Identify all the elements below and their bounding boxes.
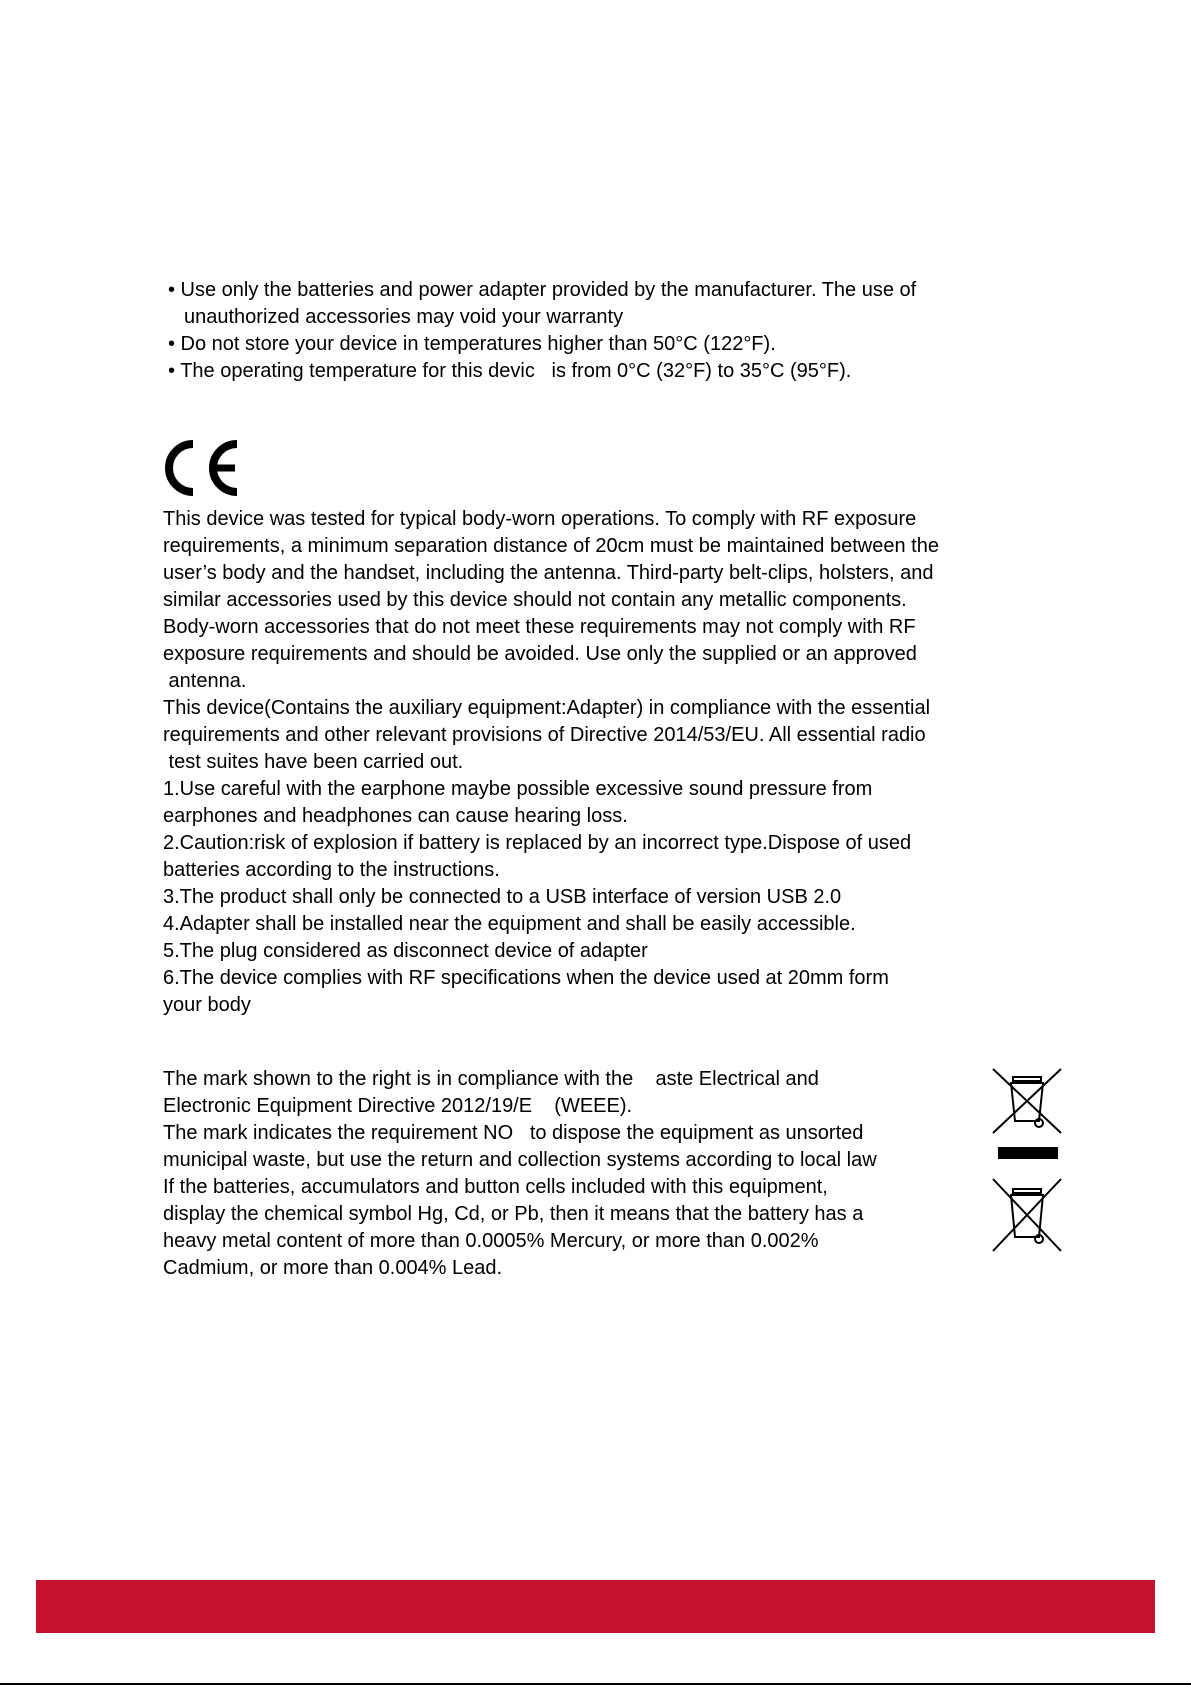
paragraph-line: Cadmium, or more than 0.004% Lead. xyxy=(163,1257,503,1279)
paragraph-line: 6.The device complies with RF specifications when the device used at 20mm form xyxy=(163,967,889,989)
bullet-line: • The operating temperature for this devic is from 0°C (32°F) to 35°C (95°F). xyxy=(168,360,852,382)
battery-crossed-bin-icon xyxy=(989,1177,1065,1253)
bullet-line: • Do not store your device in temperatures higher than 50°C (122°F). xyxy=(168,333,776,355)
paragraph-line: 1.Use careful with the earphone maybe possible excessive sound pressure from xyxy=(163,778,873,800)
paragraph-line: your body xyxy=(163,994,251,1016)
weee-crossed-bin-icon xyxy=(989,1064,1065,1140)
paragraph-line: Electronic Equipment Directive 2012/19/E (WEEE). xyxy=(163,1095,633,1117)
weee-paragraph xyxy=(163,1066,877,1282)
paragraph-line: display the chemical symbol Hg, Cd, or Pb, then it means that the battery has a xyxy=(163,1203,864,1225)
paragraph-line: municipal waste, but use the return and collection systems according to local law xyxy=(163,1149,877,1171)
paragraph-line: requirements, a minimum separation distance of 20cm must be maintained between the xyxy=(163,535,939,557)
footer-bar xyxy=(36,1580,1155,1633)
paragraph-line: 4.Adapter shall be installed near the equipment and shall be easily accessible. xyxy=(163,913,856,935)
paragraph-line: 2.Caution:risk of explosion if battery is replaced by an incorrect type.Dispose of used xyxy=(163,832,912,854)
paragraph-line: Body-worn accessories that do not meet these requirements may not comply with RF xyxy=(163,616,916,638)
safety-bullet-list xyxy=(168,277,916,385)
paragraph-line: exposure requirements and should be avoided. Use only the supplied or an approved xyxy=(163,643,917,665)
paragraph-line: The mark indicates the requirement NO to dispose the equipment as unsorted xyxy=(163,1122,864,1144)
paragraph-line: If the batteries, accumulators and button cells included with this equipment, xyxy=(163,1176,828,1198)
paragraph-line: The mark shown to the right is in compliance with the aste Electrical and xyxy=(163,1068,819,1090)
paragraph-line: requirements and other relevant provisions of Directive 2014/53/EU. All essential radio xyxy=(163,724,926,746)
bullet-line: • Use only the batteries and power adapter provided by the manufacturer. The use of xyxy=(168,279,917,301)
paragraph-line: This device was tested for typical body-worn operations. To comply with RF exposure xyxy=(163,508,917,530)
weee-bar-icon xyxy=(998,1147,1058,1159)
paragraph-line: This device(Contains the auxiliary equipment:Adapter) in compliance with the essential xyxy=(163,697,931,719)
paragraph-line: test suites have been carried out. xyxy=(163,751,464,773)
paragraph-line: similar accessories used by this device should not contain any metallic components. xyxy=(163,589,907,611)
rf-exposure-paragraph xyxy=(163,506,939,1019)
paragraph-line: 5.The plug considered as disconnect device of adapter xyxy=(163,940,648,962)
ce-mark-icon xyxy=(163,440,243,496)
bullet-line: unauthorized accessories may void your warranty xyxy=(184,306,624,328)
paragraph-line: batteries according to the instructions. xyxy=(163,859,500,881)
paragraph-line: user’s body and the handset, including the antenna. Third-party belt-clips, holsters, and xyxy=(163,562,934,584)
paragraph-line: 3.The product shall only be connected to a USB interface of version USB 2.0 xyxy=(163,886,842,908)
paragraph-line: heavy metal content of more than 0.0005% Mercury, or more than 0.002% xyxy=(163,1230,819,1252)
paragraph-line: earphones and headphones can cause hearing loss. xyxy=(163,805,628,827)
paragraph-line: antenna. xyxy=(163,670,247,692)
